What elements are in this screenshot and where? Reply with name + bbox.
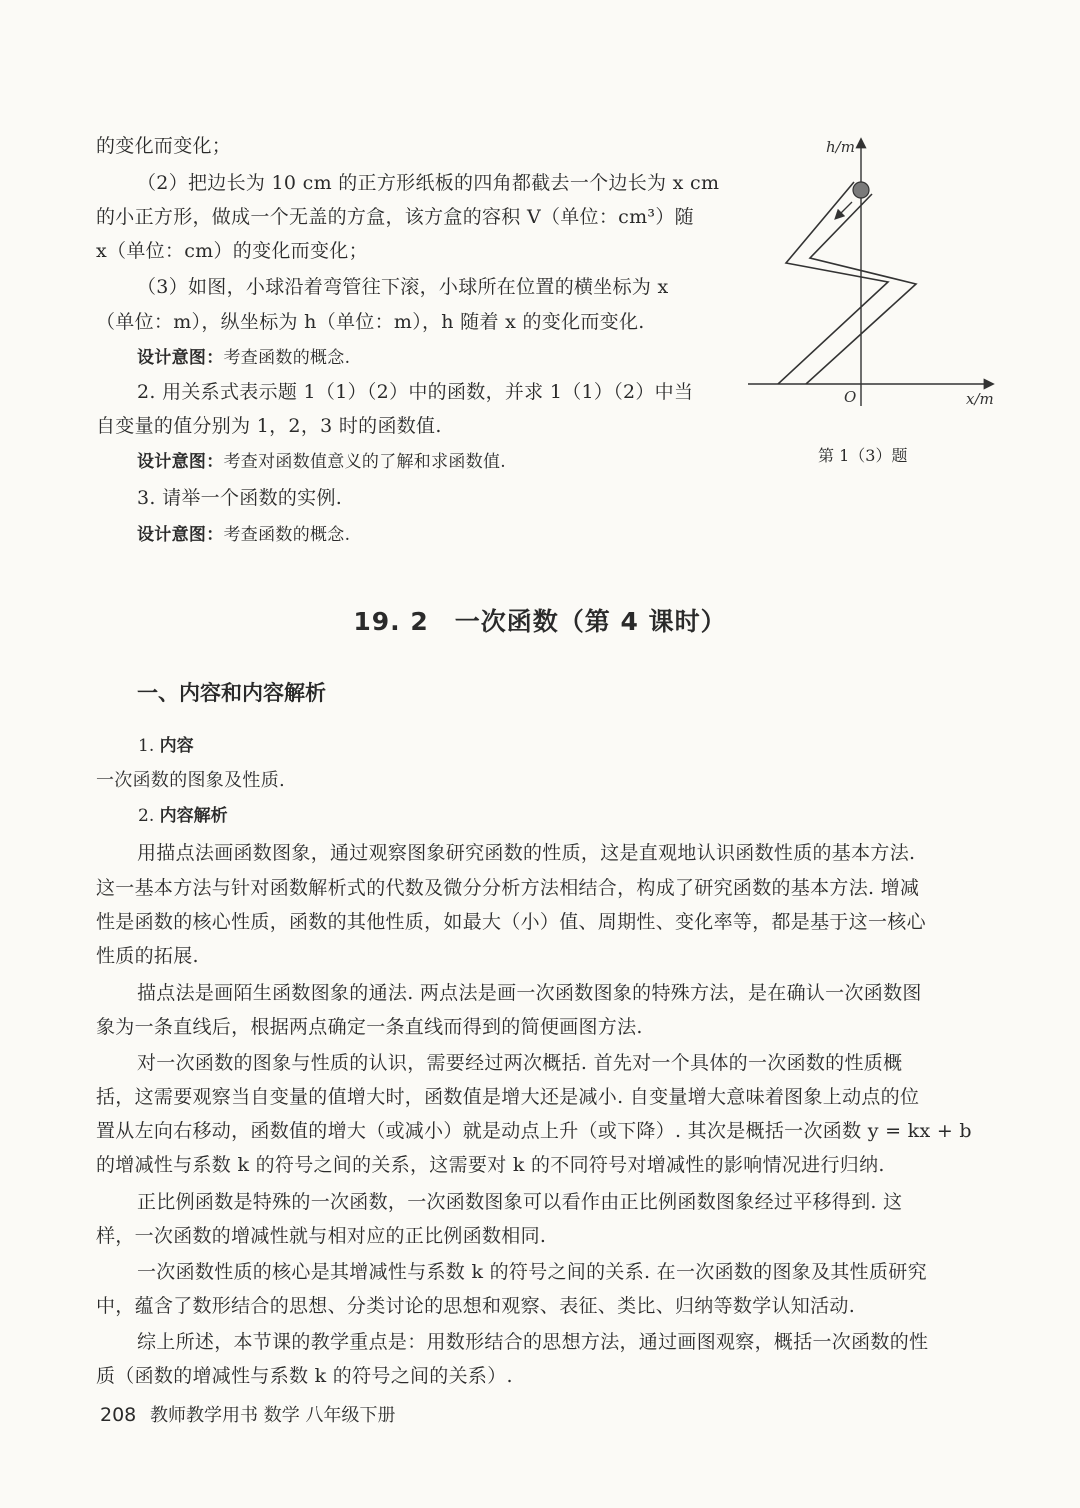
book-title: 教师教学用书 数学 八年级下册 <box>150 1405 396 1426</box>
content-text: 一次函数的图象及性质. <box>96 770 286 791</box>
paragraph-line: 描点法是画陌生函数图象的通法. 两点法是画一次函数图象的特殊方法，是在确认一次函数图 <box>137 982 922 1004</box>
page-number: 208 <box>100 1404 137 1426</box>
design-intent <box>137 340 350 375</box>
design-intent-text: 考查函数的概念. <box>223 348 351 368</box>
subheading <box>138 801 228 831</box>
design-intent-label: 设计意图： <box>137 348 224 368</box>
design-intent <box>137 444 506 479</box>
y-axis-label: h/m <box>826 138 855 156</box>
section-heading: 一、内容和内容解析 <box>137 681 326 705</box>
paragraph-line: 样，一次函数的增减性就与相对应的正比例函数相同. <box>96 1225 547 1247</box>
paragraph-line: 性是函数的核心性质，函数的其他性质，如最大（小）值、周期性、变化率等，都是基于这一核心 <box>96 911 926 933</box>
page-footer <box>100 1401 395 1427</box>
design-intent-label: 设计意图： <box>137 525 224 545</box>
design-intent-label: 设计意图： <box>137 452 224 472</box>
section-title: 19. 2 一次函数（第 4 课时） <box>353 607 727 636</box>
text-line: （2）把边长为 10 cm 的正方形纸板的四角都截去一个边长为 x cm <box>137 172 720 194</box>
design-intent-text: 考查对函数值意义的了解和求函数值. <box>223 452 507 472</box>
subheading-number: 1. <box>138 736 155 756</box>
subheading <box>138 731 194 761</box>
text-line: 的变化而变化； <box>96 135 232 157</box>
paragraph-line: 对一次函数的图象与性质的认识，需要经过两次概括. 首先对一个具体的一次函数的性质概 <box>137 1052 903 1074</box>
paragraph-line: 性质的拓展. <box>96 945 199 967</box>
figure-caption: 第 1（3）题 <box>818 446 908 465</box>
paragraph-line: 一次函数性质的核心是其增减性与系数 k 的符号之间的关系. 在一次函数的图象及其性质研究 <box>137 1261 927 1283</box>
design-intent <box>137 517 350 552</box>
text-line: 3. 请举一个函数的实例. <box>137 487 343 509</box>
ball <box>853 182 869 198</box>
text-line: 的小正方形，做成一个无盖的方盒，该方盒的容积 V（单位：cm³）随 <box>96 206 694 228</box>
text-line: x（单位：cm）的变化而变化； <box>96 240 368 262</box>
subheading-label: 内容解析 <box>159 806 228 826</box>
paragraph-line: 质（函数的增减性与系数 k 的符号之间的关系）. <box>96 1365 513 1387</box>
origin-label: O <box>844 388 857 406</box>
paragraph-line: 的增减性与系数 k 的符号之间的关系，这需要对 k 的不同符号对增减性的影响情况进行归纳. <box>96 1154 885 1176</box>
paragraph-line: 象为一条直线后，根据两点确定一条直线而得到的简便画图方法. <box>96 1016 643 1038</box>
paragraph-line: 置从左向右移动，函数值的增大（或减小）就是动点上升（或下降）. 其次是概括一次函数 y = kx + b <box>96 1120 972 1142</box>
paragraph-line: 这一基本方法与针对函数解析式的代数及微分分析方法相结合，构成了研究函数的基本方法. 增减 <box>96 877 920 899</box>
design-intent-text: 考查函数的概念. <box>223 525 351 545</box>
pipe-figure <box>748 130 1008 410</box>
subheading-number: 2. <box>138 806 155 826</box>
paragraph-line: 中，蕴含了数形结合的思想、分类讨论的思想和观察、表征、类比、归纳等数学认知活动. <box>96 1295 856 1317</box>
paragraph-line: 综上所述，本节课的教学重点是：用数形结合的思想方法，通过画图观察，概括一次函数的性 <box>137 1331 929 1353</box>
text-line: （3）如图，小球沿着弯管往下滚，小球所在位置的横坐标为 x <box>137 276 669 298</box>
pipe-diagram <box>748 130 1008 410</box>
paragraph-line: 用描点法画函数图象，通过观察图象研究函数的性质，这是直观地认识函数性质的基本方法. <box>137 842 916 864</box>
text-line: （单位：m），纵坐标为 h（单位：m），h 随着 x 的变化而变化. <box>96 311 645 333</box>
text-line: 2. 用关系式表示题 1（1）（2）中的函数，并求 1（1）（2）中当 <box>137 381 694 403</box>
subheading-label: 内容 <box>159 736 194 756</box>
paragraph-line: 正比例函数是特殊的一次函数，一次函数图象可以看作由正比例函数图象经过平移得到. 这 <box>137 1191 903 1213</box>
text-line: 自变量的值分别为 1，2，3 时的函数值. <box>96 415 442 437</box>
pipe-outer-wall <box>778 182 888 384</box>
x-axis-label: x/m <box>966 390 994 408</box>
motion-arrow <box>836 202 852 218</box>
paragraph-line: 括，这需要观察当自变量的值增大时，函数值是增大还是减小. 自变量增大意味着图象上动点的位 <box>96 1086 920 1108</box>
